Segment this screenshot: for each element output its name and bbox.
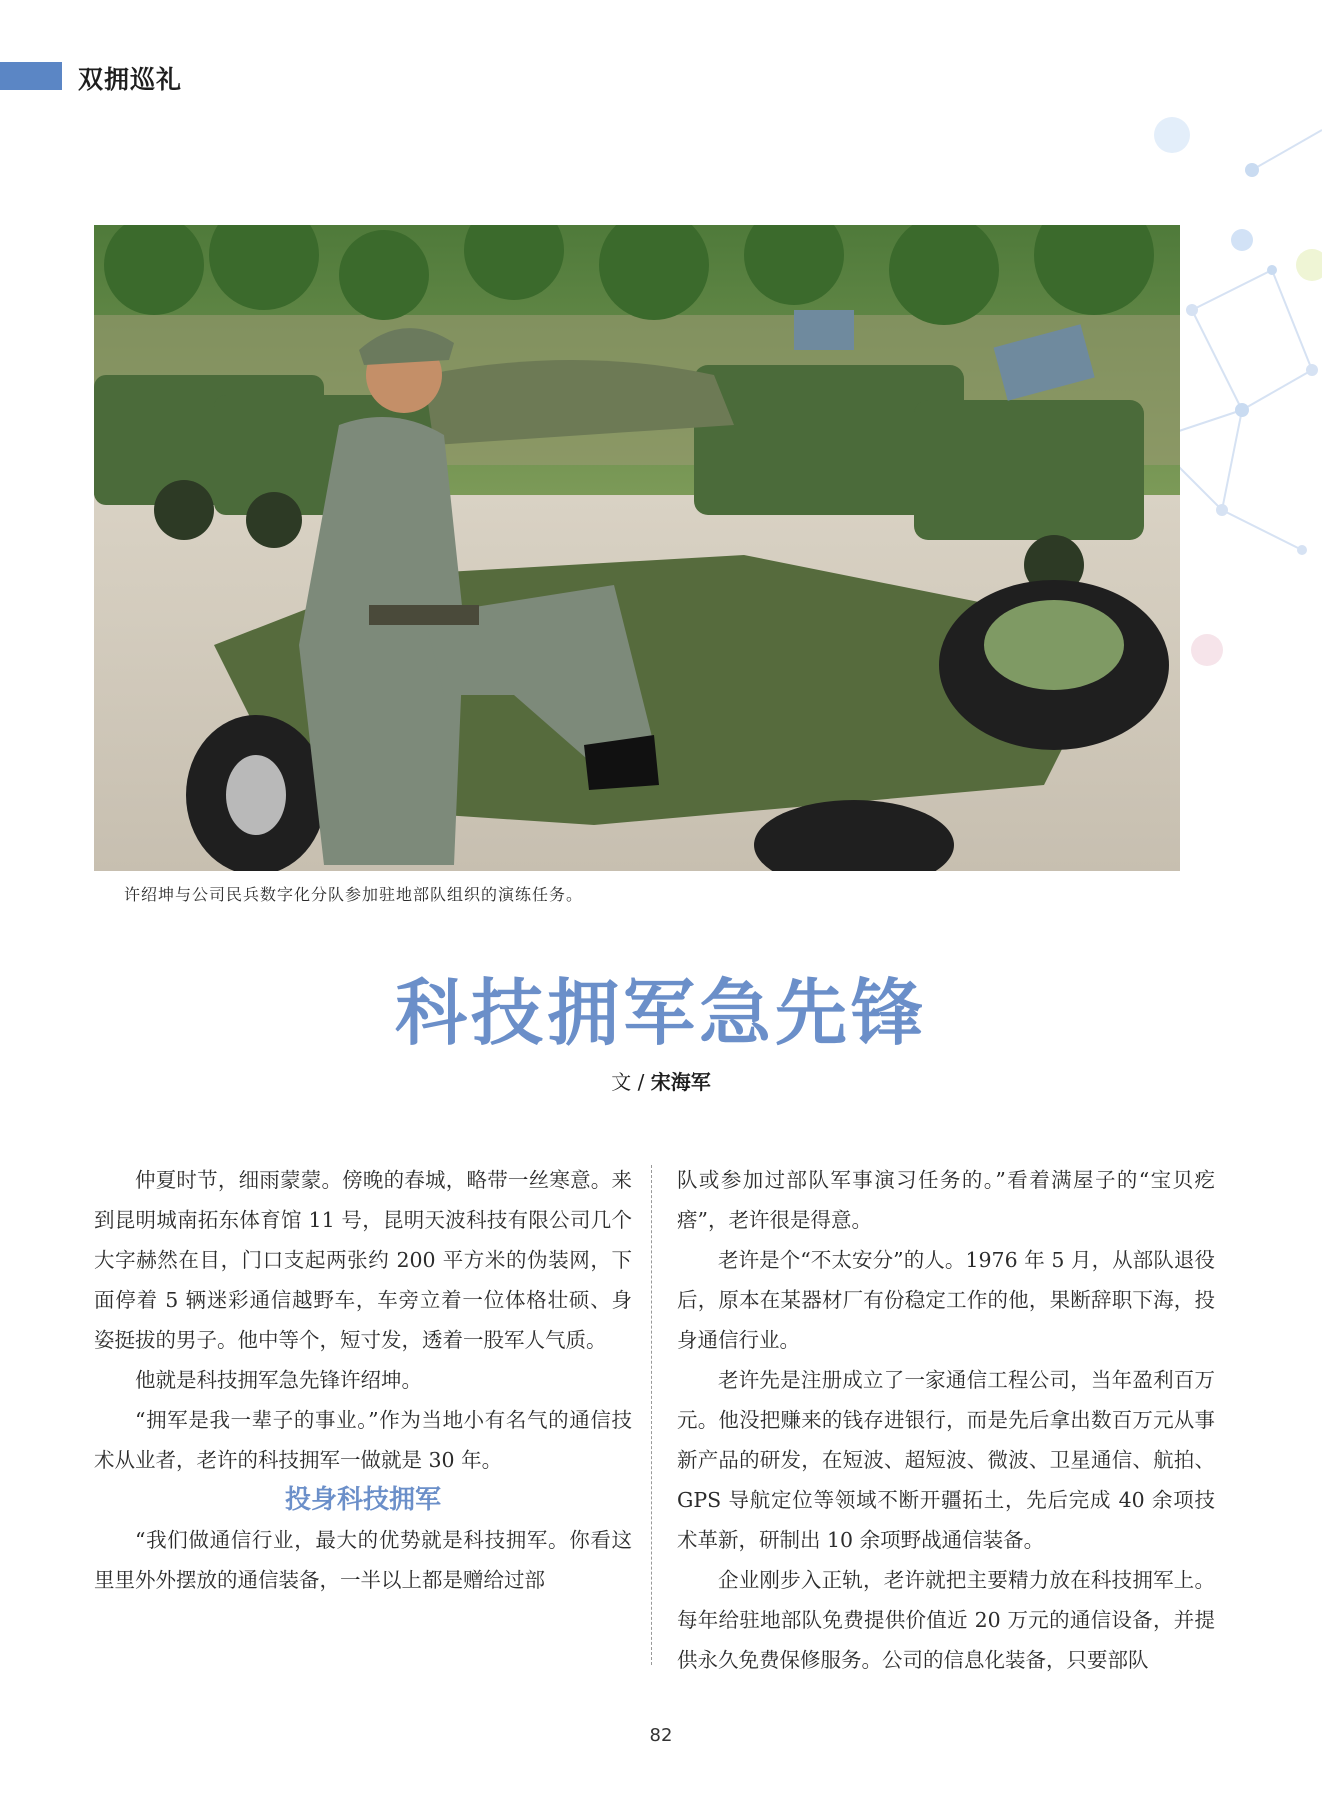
paragraph: 企业刚步入正轨，老许就把主要精力放在科技拥军上。每年给驻地部队免费提供价值近 20 万元的通信设备，并提供永久免费保修服务。公司的信息化装备，只要部队 bbox=[677, 1568, 1215, 1672]
paragraph: “拥军是我一辈子的事业。”作为当地小有名气的通信技术从业者，老许的科技拥军一做就是 30 年。 bbox=[94, 1408, 632, 1472]
paragraph: “我们做通信行业，最大的优势就是科技拥军。你看这里里外外摆放的通信装备，一半以上都是赠给过部 bbox=[94, 1528, 632, 1592]
author-name: 宋海军 bbox=[650, 1070, 711, 1094]
page-number: 82 bbox=[649, 1725, 673, 1746]
section-color-bar bbox=[0, 62, 62, 90]
subheading: 投身科技拥军 bbox=[284, 1485, 441, 1515]
article-title: 科技拥军急先锋 bbox=[394, 970, 927, 1055]
paragraph-continuation: 队或参加过部队军事演习任务的。”看着满屋子的“宝贝疙瘩”，老许很是得意。 bbox=[677, 1168, 1215, 1232]
photo-caption: 许绍坤与公司民兵数字化分队参加驻地部队组织的演练任务。 bbox=[124, 885, 584, 904]
byline-prefix: 文 / bbox=[611, 1070, 651, 1094]
left-column bbox=[94, 1160, 632, 1600]
paragraph: 老许先是注册成立了一家通信工程公司，当年盈利百万元。他没把赚来的钱存进银行，而是先后拿出数百万元从事新产品的研发，在短波、超短波、微波、卫星通信、航拍、GPS 导航定位等领域不断开疆拓土，先后完成 40 余项技术革新，研制出 10 余项野战通信装备。 bbox=[677, 1368, 1215, 1552]
byline bbox=[0, 1066, 1322, 1095]
paragraph: 他就是科技拥军急先锋许绍坤。 bbox=[135, 1368, 422, 1392]
paragraph: 老许是个“不太安分”的人。1976 年 5 月，从部队退役后，原本在某器材厂有份稳定工作的他，果断辞职下海，投身通信行业。 bbox=[677, 1248, 1215, 1352]
right-column bbox=[677, 1160, 1215, 1680]
article-photo bbox=[94, 225, 1180, 871]
section-label: 双拥巡礼 bbox=[78, 65, 183, 94]
column-divider bbox=[651, 1165, 652, 1665]
paragraph: 仲夏时节，细雨蒙蒙。傍晚的春城，略带一丝寒意。来到昆明城南拓东体育馆 11 号，昆明天波科技有限公司几个大字赫然在目，门口支起两张约 200 平方米的伪装网，下面停着 5 辆迷彩通信越野车，车旁立着一位体格壮硕、身姿挺拔的男子。他中等个，短寸发，透着一股军人气质。 bbox=[94, 1168, 632, 1352]
